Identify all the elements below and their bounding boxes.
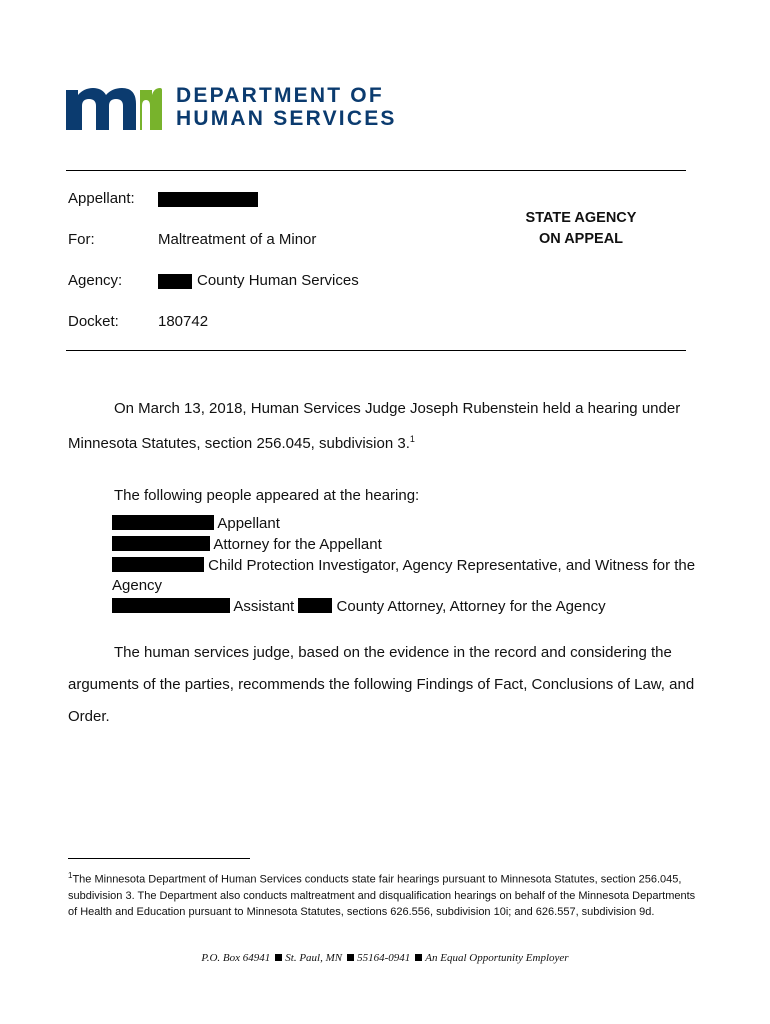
intro-paragraph <box>68 393 700 459</box>
attendee-role: Attorney for the Appellant <box>213 536 382 553</box>
footer-city: St. Paul, MN <box>285 952 343 964</box>
agency-value: County Human Services <box>197 272 359 289</box>
footnote-ref[interactable]: 1 <box>409 434 415 444</box>
attendee-role: County Attorney, Attorney for the Agency <box>336 598 606 615</box>
appeared-heading: The following people appeared at the hearing: <box>114 487 420 504</box>
for-label: For: <box>68 231 95 248</box>
footnote-text: The Minnesota Department of Human Services conducts state fair hearings pursuant to Minnesota Statutes, section 256.045, subdivision 3. The Department also conducts maltreatment and disqualification hearings on behalf of the Minnesota Departments of Health and Education pursuant to Minnesota Statutes, sections 626.556, subdivision 10i; and 626.557, subdivision 9d. <box>68 873 696 918</box>
footer-eoe: An Equal Opportunity Employer <box>425 952 569 964</box>
top-divider <box>66 170 686 171</box>
intro-text: On March 13, 2018, Human Services Judge Joseph Rubenstein held a hearing under Minnesota Statutes, section 256.045, subdivision 3. <box>68 400 681 452</box>
attendee-role-prefix: Assistant <box>233 598 295 615</box>
redaction-bar <box>298 598 332 613</box>
footnote-divider <box>68 858 250 859</box>
docket-number: 180742 <box>158 313 209 330</box>
square-bullet-icon <box>415 954 422 961</box>
state-agency-heading <box>516 208 646 250</box>
appellant-label: Appellant: <box>68 190 135 207</box>
state-agency-line-1: STATE AGENCY <box>525 210 637 226</box>
attendee-row <box>112 597 712 617</box>
redaction-bar <box>158 274 192 289</box>
square-bullet-icon <box>347 954 354 961</box>
agency-logo-text <box>176 84 397 130</box>
footer-zip: 55164-0941 <box>357 952 411 964</box>
square-bullet-icon <box>275 954 282 961</box>
attendee-row <box>112 514 712 534</box>
redaction-bar <box>112 515 214 530</box>
mn-logo-icon <box>66 84 162 130</box>
redaction-bar <box>112 536 210 551</box>
docket-label: Docket: <box>68 313 119 330</box>
state-agency-line-2: ON APPEAL <box>538 231 624 247</box>
logo-line-2: HUMAN SERVICES <box>176 107 397 130</box>
footer-po-box: P.O. Box 64941 <box>201 952 271 964</box>
redaction-bar <box>112 557 204 572</box>
redaction-bar <box>158 192 258 207</box>
recommendation-paragraph: The human services judge, based on the evidence in the record and considering the arguments of the parties, recommends the following Findings of Fact, Conclusions of Law, and Order. <box>68 644 695 725</box>
attendee-role: Child Protection Investigator, Agency Representative, and Witness for the Agency <box>112 557 696 594</box>
attendee-row <box>112 535 712 555</box>
footnote <box>68 868 698 920</box>
footnote-number: 1 <box>68 871 73 880</box>
attendee-row <box>112 556 704 596</box>
agency-label: Agency: <box>68 272 123 289</box>
redaction-bar <box>112 598 230 613</box>
bottom-divider <box>66 350 686 351</box>
attendee-role: Appellant <box>217 515 280 532</box>
for-value: Maltreatment of a Minor <box>158 231 317 248</box>
page-footer <box>0 952 770 964</box>
logo-line-1: DEPARTMENT OF <box>176 84 384 107</box>
